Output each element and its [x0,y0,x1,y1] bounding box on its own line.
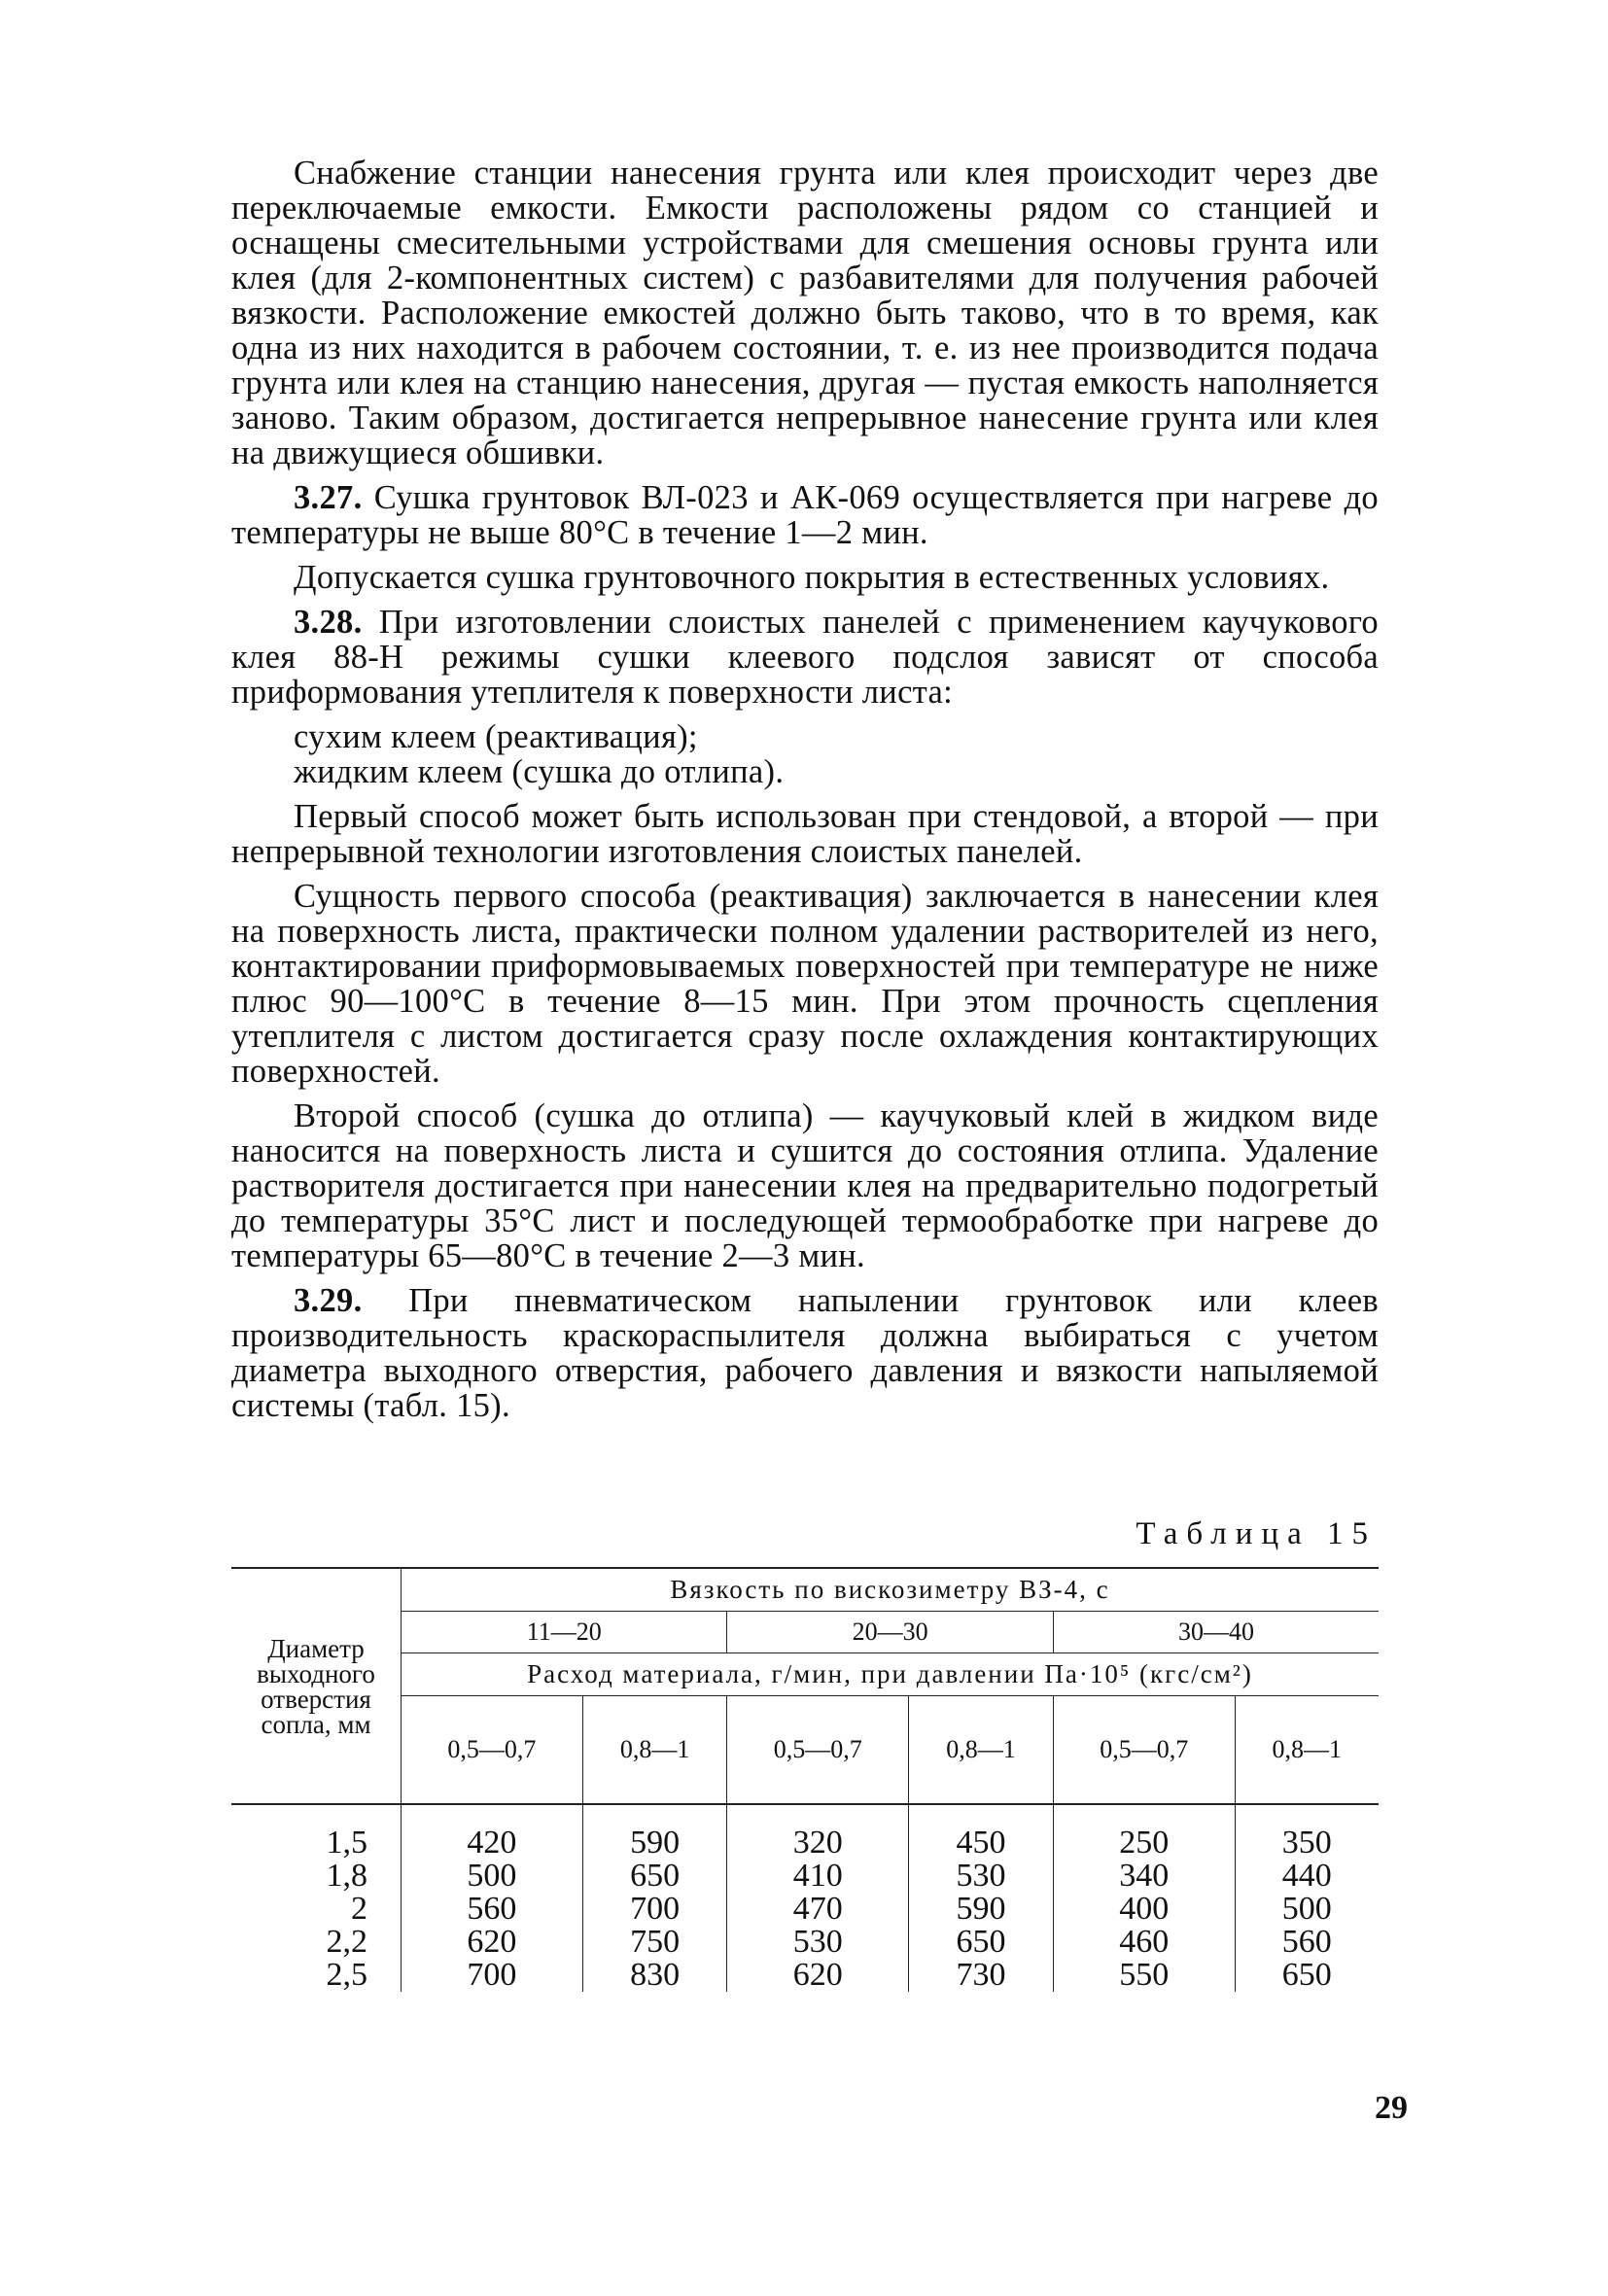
table-caption: Таблица 15 [1136,1516,1377,1551]
pressure-header: 0,5—0,7 [727,1696,909,1805]
value-cell: 830 [582,1959,727,1992]
diameter-cell: 2,5 [231,1959,402,1992]
list-item-liquid-glue: жидким клеем (сушка до отлипа). [294,753,785,790]
value-cell: 420 [402,1804,583,1860]
table-row [231,1959,1379,1992]
paragraph-first-method: Сущность первого способа (реактивация) заключается в нанесении клея на поверхность листа, практически полном удалении растворителей из него, контактировании приформовываемых поверхностей при температуре не ниже плюс 90—100°С в течение 8—15 мин. При этом прочность сцепления утеплителя с листом достигается сразу после охлаждения контактирующих поверхностей. [231,878,1379,1090]
pressure-header: 0,8—1 [1235,1696,1379,1805]
value-cell: 440 [1281,1858,1332,1894]
page-number: 29 [1375,2090,1408,2126]
value-cell: 340 [1053,1860,1235,1893]
value-cell: 650 [582,1860,727,1893]
pressure-header: 0,8—1 [909,1696,1054,1805]
viscosity-header: Вязкость по вискозиметру ВЗ-4, с [402,1568,1380,1612]
value-cell: 550 [1053,1959,1235,1992]
consumption-header: Расход материала, г/мин, при давлении Па·10⁵ (кгс/см²) [402,1653,1380,1696]
paragraph-first-method-use: Первый способ может быть использован при стендовой, а второй — при непрерывной технологии изготовления слоистых панелей. [231,798,1379,870]
value-cell: 650 [909,1926,1054,1959]
value-cell: 350 [1281,1825,1332,1861]
viscosity-group: 30—40 [1053,1612,1379,1653]
value-cell: 500 [1281,1891,1332,1927]
value-cell: 470 [727,1893,909,1926]
paragraph-second-method: Второй способ (сушка до отлипа) — каучуковый клей в жидком виде наносится на поверхность листа и сушится до состояния отлипа. Удаление растворителя достигается при нанесении клея на предварительно подогретый до температуры 35°С лист и последующей термообработке при нагреве до температуры 65—80°С в течение 2—3 мин. [231,1097,1379,1274]
list-item-dry-glue: сухим клеем (реактивация); [294,718,698,755]
value-cell: 650 [1281,1957,1332,1993]
table-row [231,1926,1379,1959]
value-cell: 700 [582,1893,727,1926]
diameter-cell: 1,8 [231,1860,402,1893]
value-cell: 560 [402,1893,583,1926]
value-cell: 500 [402,1860,583,1893]
value-cell: 620 [402,1926,583,1959]
pressure-header: 0,8—1 [582,1696,727,1805]
diameter-cell: 1,5 [231,1804,402,1860]
paragraph-3-28: 3.28. При изготовлении слоистых панелей с применением каучукового клея 88-Н режимы сушки клеевого подслоя зависят от способа приформования утеплителя к поверхности листа: [231,604,1379,711]
pressure-header: 0,5—0,7 [1053,1696,1235,1805]
paragraph-1: Снабжение станции нанесения грунта или клея происходит через две переключаемые емкости. Емкости расположены рядом со станцией и оснащены смесительными устройствами для смешения основы грунта или клея (для 2-компонентных систем) с разбавителями для получения рабочей вязкости. Расположение емкостей должно быть таково, что в то время, как одна из них находится в рабочем состоянии, т. е. из нее производится подача грунта или клея на станцию нанесения, другая — пустая емкость наполняется заново. Таким образом, достигается непрерывное нанесение грунта или клея на движущиеся обшивки. [231,155,1379,471]
value-cell: 410 [727,1860,909,1893]
pressure-header: 0,5—0,7 [402,1696,583,1805]
value-cell: 530 [909,1860,1054,1893]
paragraph-3-29: 3.29. При пневматическом напылении грунтовок или клеев производительность краскораспылителя должна выбираться с учетом диаметра выходного отверстия, рабочего давления и вязкости напыляемой системы (табл. 15). [231,1282,1379,1424]
value-cell: 400 [1053,1893,1235,1926]
viscosity-group: 20—30 [727,1612,1053,1653]
table-row [231,1860,1379,1893]
value-cell: 530 [727,1926,909,1959]
diameter-cell: 2,2 [231,1926,402,1959]
value-cell: 560 [1281,1924,1332,1960]
paragraph-3-27: 3.27. Сушка грунтовок ВЛ-023 и АК-069 осуществляется при нагреве до температуры не выше 80°С в течение 1—2 мин. [231,479,1379,551]
value-cell: 620 [727,1959,909,1992]
diameter-cell: 2 [231,1893,402,1926]
value-cell: 590 [582,1804,727,1860]
value-cell: 750 [582,1926,727,1959]
paragraph-drying-natural: Допускается сушка грунтовочного покрытия в естественных условиях. [294,559,1330,596]
table-row [231,1804,1379,1860]
viscosity-group: 11—20 [402,1612,727,1653]
body-text [231,156,1379,1433]
value-cell: 320 [727,1804,909,1860]
value-cell: 450 [909,1804,1054,1860]
value-cell: 730 [909,1959,1054,1992]
value-cell: 250 [1053,1804,1235,1860]
diameter-column-header: Диаметр выходного отверстия сопла, мм [231,1568,402,1804]
data-table [231,1567,1379,1992]
table-row [231,1893,1379,1926]
value-cell: 700 [402,1959,583,1992]
value-cell: 590 [909,1893,1054,1926]
value-cell: 460 [1053,1926,1235,1959]
